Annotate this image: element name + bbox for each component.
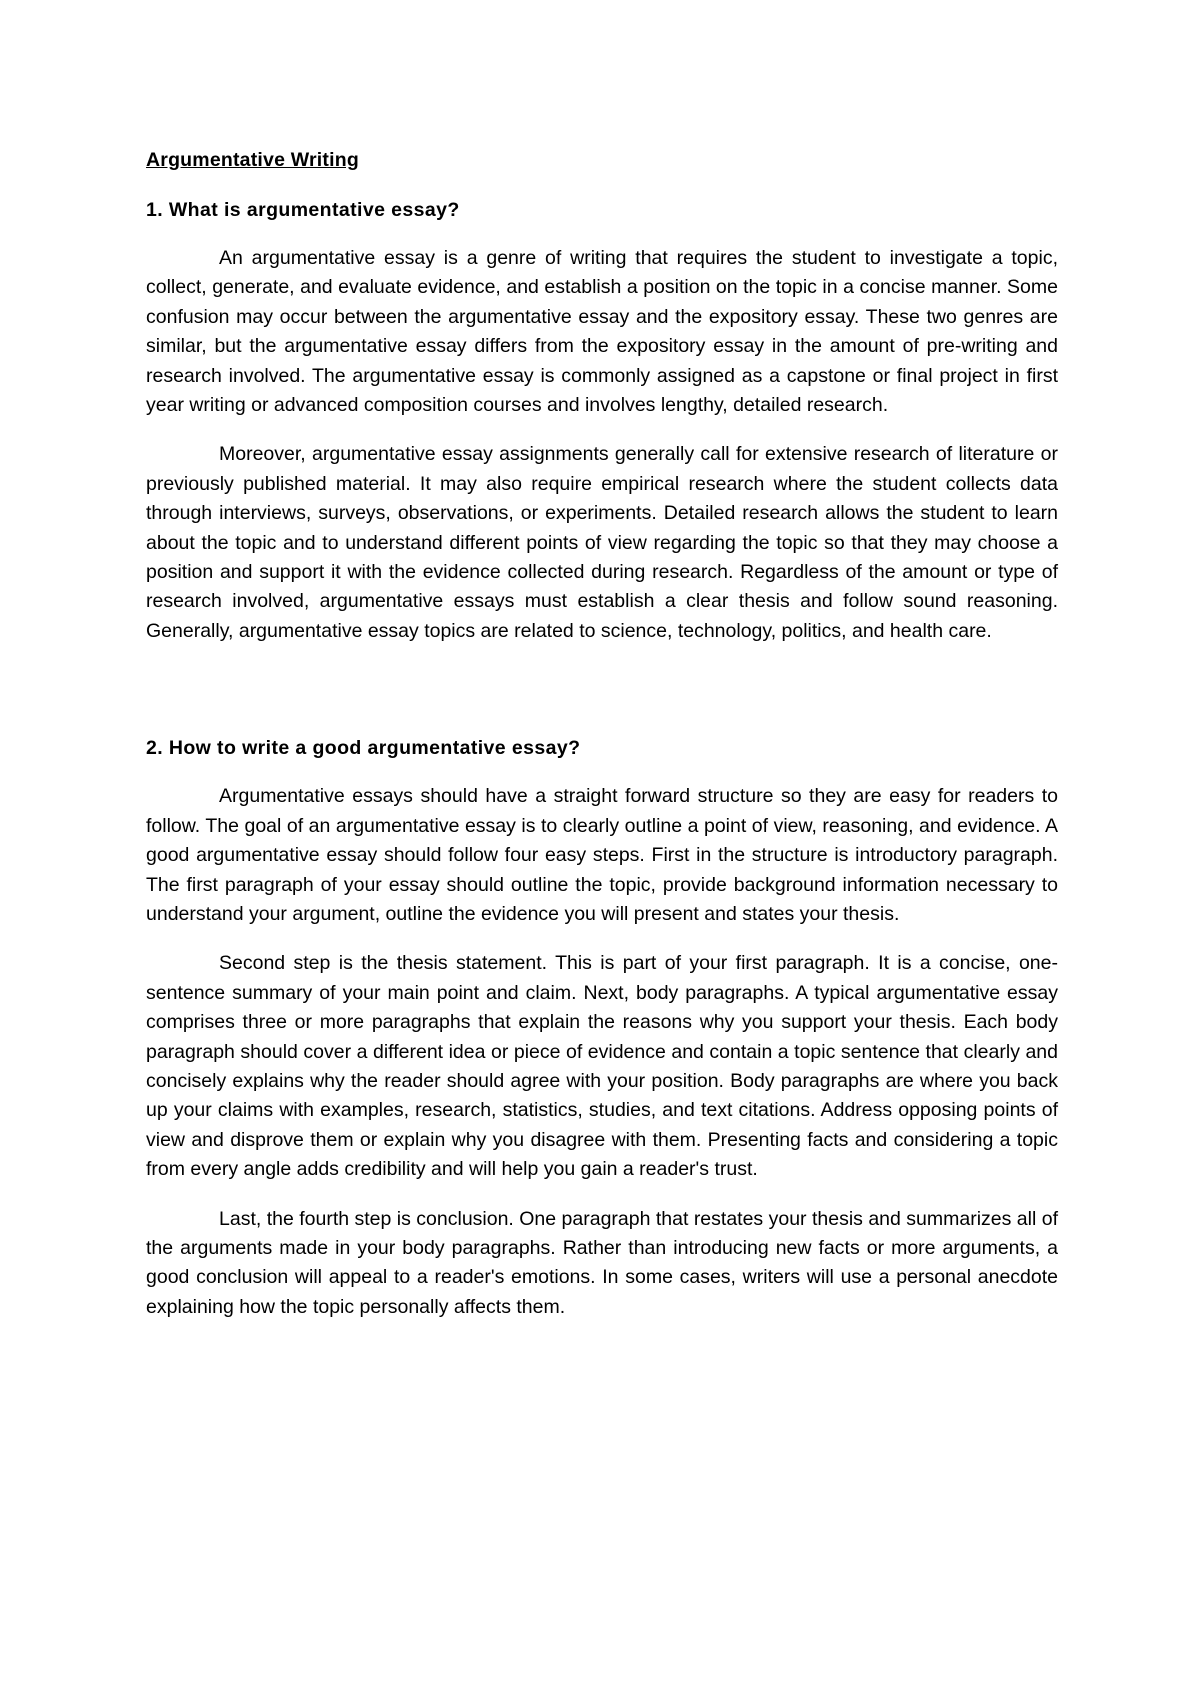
- section-how-to-write: [146, 734, 1058, 1322]
- paragraph: Last, the fourth step is conclusion. One paragraph that restates your thesis and summarizes all of the arguments made in your body paragraphs. Rather than introducing new facts or more arguments, a good conclusion will appeal to a reader's emotions. In some cases, writers will use a personal anecdote explaining how the topic personally affects them.: [146, 1207, 1058, 1318]
- document-page: [146, 146, 1058, 1342]
- paragraph: An argumentative essay is a genre of writing that requires the student to investigate a topic, collect, generate, and evaluate evidence, and establish a position on the topic in a concise manner. Some confusion may occur between the argumentative essay and the expository essay. These two genres are similar, but the argumentative essay differs from the expository essay in the amount of pre-writing and research involved. The argumentative essay is commonly assigned as a capstone or final project in first year writing or advanced composition courses and involves lengthy, detailed research.: [146, 247, 1058, 417]
- paragraph: Second step is the thesis statement. This is part of your first paragraph. It is a concise, one-sentence summary of your main point and claim. Next, body paragraphs. A typical argumentative essay comprises three or more paragraphs that explain the reasons why you support your thesis. Each body paragraph should cover a different idea or piece of evidence and contain a topic sentence that clearly and concisely explains why the reader should agree with your position. Body paragraphs are where you back up your claims with examples, research, statistics, studies, and text citations. Address opposing points of view and disprove them or explain why you disagree with them. Presenting facts and considering a topic from every angle adds credibility and will help you gain a reader's trust.: [146, 952, 1058, 1181]
- paragraph: Argumentative essays should have a straight forward structure so they are easy for readers to follow. The goal of an argumentative essay is to clearly outline a point of view, reasoning, and evidence. A good argumentative essay should follow four easy steps. First in the structure is introductory paragraph. The first paragraph of your essay should outline the topic, provide background information necessary to understand your argument, outline the evidence you will present and states your thesis.: [146, 785, 1058, 925]
- document-title: Argumentative Writing: [146, 149, 359, 171]
- section-spacer: [146, 666, 1058, 734]
- paragraph: Moreover, argumentative essay assignments generally call for extensive research of literature or previously published material. It may also require empirical research where the student collects data through interviews, surveys, observations, or experiments. Detailed research allows the student to learn about the topic and to understand different points of view regarding the topic so that they may choose a position and support it with the evidence collected during research. Regardless of the amount or type of research involved, argumentative essays must establish a clear thesis and follow sound reasoning. Generally, argumentative essay topics are related to science, technology, politics, and health care.: [146, 443, 1058, 642]
- section-heading: 2. How to write a good argumentative essay?: [146, 737, 581, 760]
- section-what-is-argumentative-essay: [146, 196, 1058, 646]
- section-heading: 1. What is argumentative essay?: [146, 199, 460, 221]
